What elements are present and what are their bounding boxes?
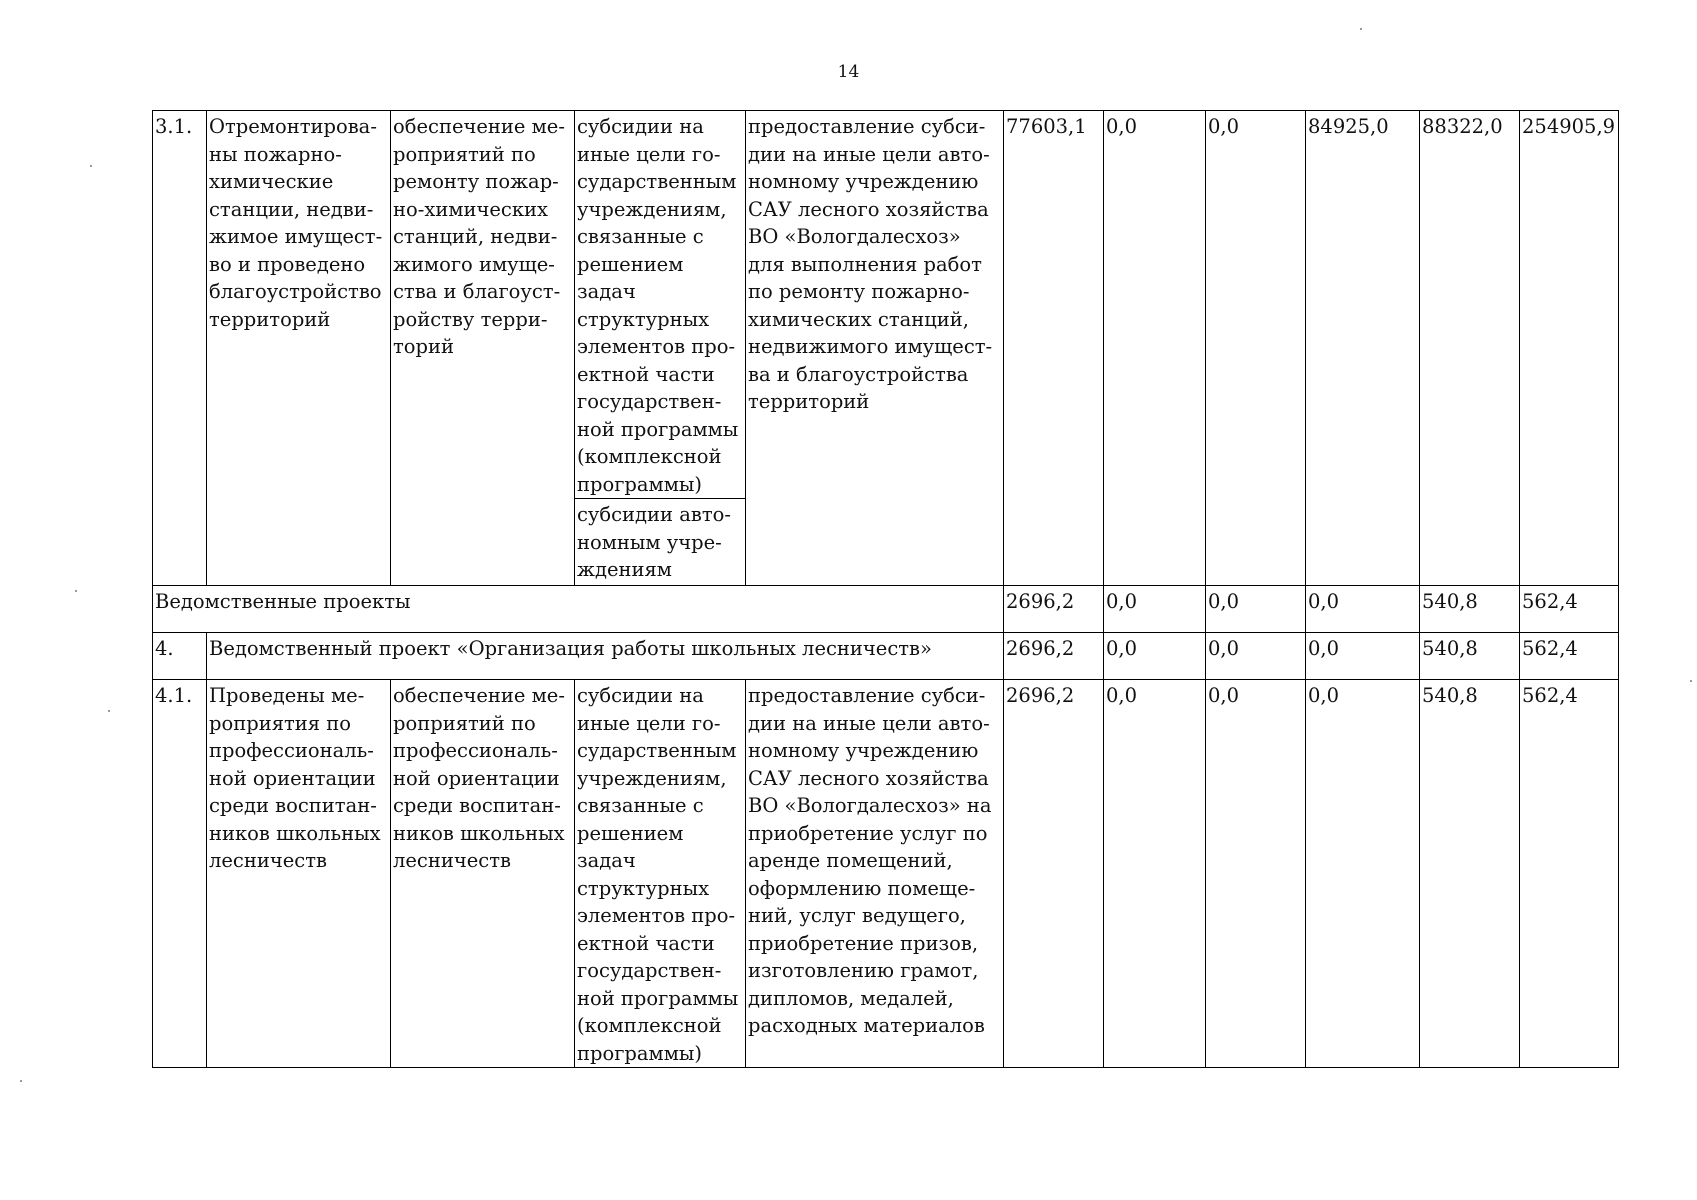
value-cell: 540,8 <box>1420 586 1520 633</box>
value-cell: 0,0 <box>1306 633 1420 680</box>
value-cell: 0,0 <box>1104 633 1206 680</box>
value-cell: 0,0 <box>1206 633 1306 680</box>
task-cell: обеспечение ме- роприятий по ремонту пожар- но-химических станций, недви- жимого имуще- ства и благоуст- ройству терри- торий <box>391 111 575 586</box>
value-cell: 562,4 <box>1520 586 1619 633</box>
value-cell: 0,0 <box>1206 111 1306 586</box>
value-cell: 562,4 <box>1520 680 1619 1068</box>
value-cell: 254905,9 <box>1520 111 1619 586</box>
value-cell: 540,8 <box>1420 633 1520 680</box>
value-cell: 2696,2 <box>1004 586 1104 633</box>
scan-speck <box>1690 680 1692 682</box>
value-cell: 0,0 <box>1104 586 1206 633</box>
funding-type-cell: субсидии на иные цели го- сударственным учреждениям, связанные с решением задач структурных элементов про- ектной части государствен- ной программы (комплексной программы) <box>575 111 746 499</box>
result-cell: Проведены ме- роприятия по профессиональ- ной ориентации среди воспитан- ников школьных лесничеств <box>207 680 391 1068</box>
row-number: 4. <box>153 633 207 680</box>
table-row-4-1 <box>153 680 1619 1068</box>
funding-type-cell: субсидии на иные цели го- сударственным учреждениям, связанные с решением задач структурных элементов про- ектной части государствен- ной программы (комплексной программы) <box>575 680 746 1068</box>
value-cell: 562,4 <box>1520 633 1619 680</box>
section-label: Ведомственные проекты <box>153 586 1004 633</box>
value-cell: 2696,2 <box>1004 680 1104 1068</box>
value-cell: 0,0 <box>1206 586 1306 633</box>
value-cell: 77603,1 <box>1004 111 1104 586</box>
budget-table <box>152 110 1619 1068</box>
table-row-4 <box>153 633 1619 680</box>
value-cell: 2696,2 <box>1004 633 1104 680</box>
value-cell: 0,0 <box>1104 111 1206 586</box>
scan-speck <box>108 710 110 712</box>
description-cell: предоставление субси- дии на иные цели авто- номному учреждению САУ лесного хозяйства ВО «Вологдалесхоз» на приобретение услуг по аренде помещений, оформлению помеще- ний, услуг ведущего, приобретение призов, изготовлению грамот, дипломов, медалей, расходных материалов <box>746 680 1004 1068</box>
value-cell: 0,0 <box>1306 680 1420 1068</box>
table-row-dept-projects <box>153 586 1619 633</box>
value-cell: 0,0 <box>1306 586 1420 633</box>
value-cell: 0,0 <box>1104 680 1206 1068</box>
value-cell: 0,0 <box>1206 680 1306 1068</box>
project-label: Ведомственный проект «Организация работы школьных лесничеств» <box>207 633 1004 680</box>
row-number: 3.1. <box>153 111 207 586</box>
row-number: 4.1. <box>153 680 207 1068</box>
page-number: 14 <box>837 62 860 82</box>
scan-speck <box>20 1080 22 1082</box>
task-cell: обеспечение ме- роприятий по профессиональ- ной ориентации среди воспитан- ников школьных лесничеств <box>391 680 575 1068</box>
funding-type-cell: субсидии авто- номным учре- ждениям <box>575 499 746 586</box>
scan-speck <box>90 165 92 167</box>
value-cell: 88322,0 <box>1420 111 1520 586</box>
scan-speck <box>1360 28 1362 30</box>
value-cell: 540,8 <box>1420 680 1520 1068</box>
result-cell: Отремонтирова- ны пожарно- химические станции, недви- жимое имущест- во и проведено благоустройство территорий <box>207 111 391 586</box>
value-cell: 84925,0 <box>1306 111 1420 586</box>
table-row-3-1 <box>153 111 1619 499</box>
scan-speck <box>75 590 77 592</box>
description-cell: предоставление субси- дии на иные цели авто- номному учреждению САУ лесного хозяйства ВО «Вологдалесхоз» для выполнения работ по ремонту пожарно- химических станций, недвижимого имущест- ва и благоустройства территорий <box>746 111 1004 586</box>
